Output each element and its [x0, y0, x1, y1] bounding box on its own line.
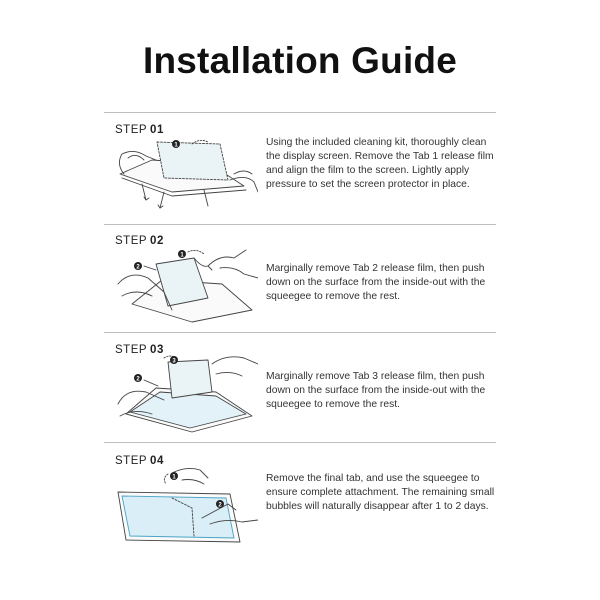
step-4-number: 04: [150, 455, 164, 467]
step-4-marker-1-text: 1: [172, 474, 176, 481]
divider: [104, 332, 496, 333]
step-4-description: Remove the final tab, and use the squeegee to ensure complete attachment. The remaining small bubbles will naturally disappear after 1 to 2 days.: [266, 473, 495, 512]
step-4-word: STEP: [115, 455, 148, 467]
step-3-marker-3-text: 3: [172, 358, 176, 365]
step-1-description: Using the included cleaning kit, thoroughly clean the display screen. Remove the Tab 1 release film and align the film to the screen. Lightly apply pressure to set the screen protector in place.: [266, 137, 494, 190]
divider: [104, 224, 496, 225]
step-1-word: STEP: [115, 124, 148, 136]
step-2-word: STEP: [115, 235, 148, 247]
step-2-illustration: [112, 244, 258, 326]
step-1-marker-1-text: 1: [174, 142, 178, 149]
step-4-marker-2-text: 2: [218, 502, 222, 509]
step-4-illustration: [112, 464, 258, 546]
step-2-number: 02: [150, 235, 164, 247]
divider: [104, 442, 496, 443]
step-1-illustration: [112, 134, 258, 216]
step-2-marker-2-text: 2: [136, 264, 140, 271]
divider: [104, 112, 496, 113]
page-title: Installation Guide: [142, 40, 458, 81]
step-3-description: Marginally remove Tab 3 release film, then push down on the surface from the inside-out with the squeegee to remove the rest.: [266, 371, 486, 410]
step-2-description: Marginally remove Tab 2 release film, then push down on the surface from the inside-out with the squeegee to remove the rest.: [266, 263, 486, 302]
step-2-marker-1-text: 1: [180, 252, 184, 259]
step-3-number: 03: [150, 344, 164, 356]
step-1-number: 01: [150, 124, 164, 136]
step-3-word: STEP: [115, 344, 148, 356]
step-3-illustration: [112, 352, 258, 434]
step-3-marker-2-text: 2: [136, 376, 140, 383]
